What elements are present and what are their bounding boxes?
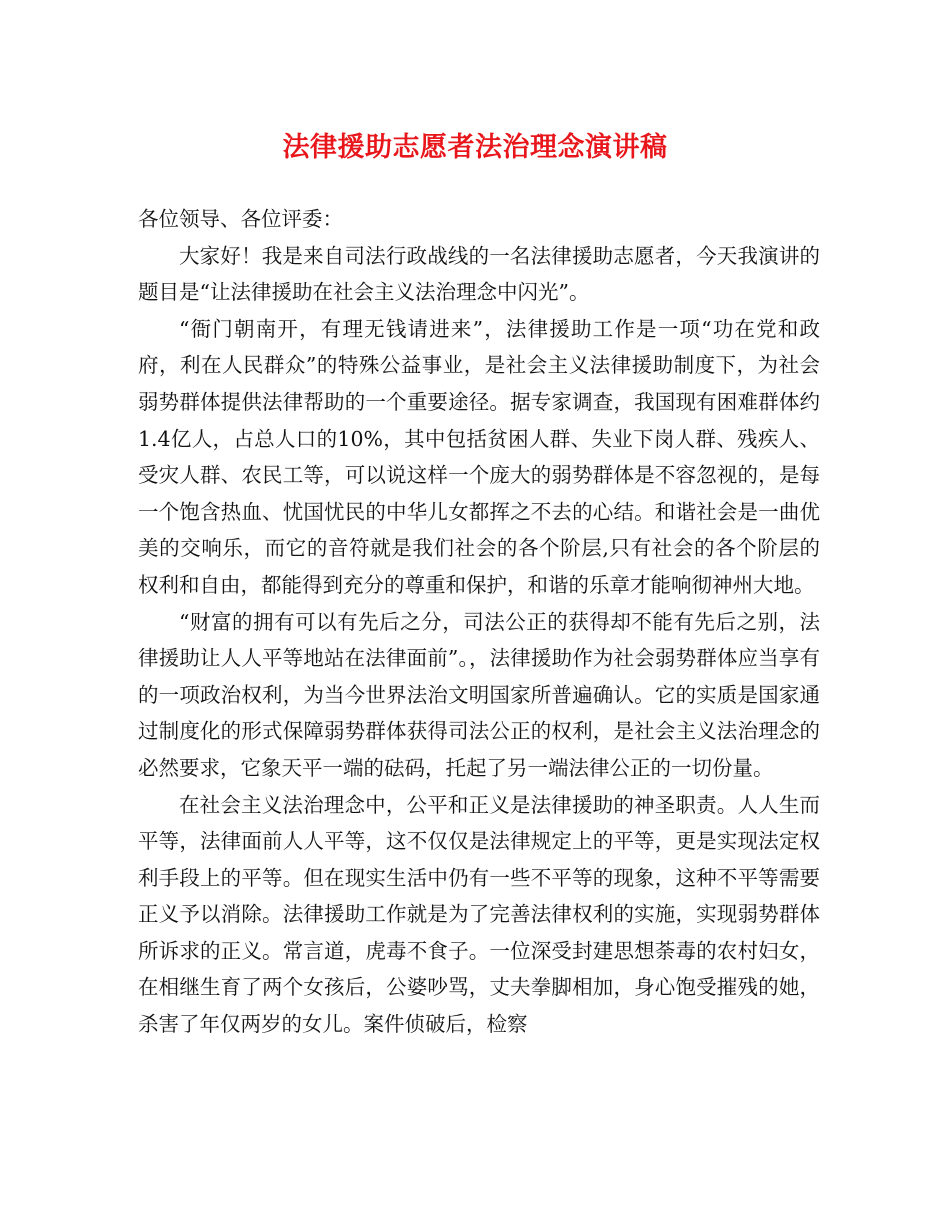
document-body [138,201,820,1043]
salutation: 各位领导、各位评委： [138,207,343,231]
paragraph-3: “财富的拥有可以有先后之分，司法公正的获得却不能有先后之别，法律援助让人人平等地站在法律面前”。，法律援助作为社会弱势群体应当享有的一项政治权利，为当今世界法治文明国家所普遍确认。它的实质是国家通过制度化的形式保障弱势群体获得司法公正的权利，是社会主义法治理念的必然要求，它象天平一端的砝码，托起了另一端法律公正的一切份量。 [138,609,820,780]
paragraph-1: 大家好！我是来自司法行政战线的一名法律援助志愿者，今天我演讲的题目是“让法律援助在社会主义法治理念中闪光”。 [138,243,820,305]
document-title: 法律援助志愿者法治理念演讲稿 [282,132,668,163]
paragraph-4: 在社会主义法治理念中，公平和正义是法律援助的神圣职责。人人生而平等，法律面前人人平等，这不仅仅是法律规定上的平等，更是实现法定权利手段上的平等。但在现实生活中仍有一些不平等的现象，这种不平等需要正义予以消除。法律援助工作就是为了完善法律权利的实施，实现弱势群体所诉求的正义。常言道，虎毒不食子。一位深受封建思想荼毒的农村妇女，在相继生育了两个女孩后，公婆吵骂，丈夫拳脚相加，身心饱受摧残的她，杀害了年仅两岁的女儿。案件侦破后，检察 [138,792,820,1037]
paragraph-2: “衙门朝南开，有理无钱请进来”，法律援助工作是一项“功在党和政府，利在人民群众”的特殊公益事业，是社会主义法律援助制度下，为社会弱势群体提供法律帮助的一个重要途径。据专家调查，我国现有困难群体约1.4亿人，占总人口的10%，其中包括贫困人群、失业下岗人群、残疾人、受灾人群、农民工等，可以说这样一个庞大的弱势群体是不容忽视的，是每一个饱含热血、忧国忧民的中华儿女都挥之不去的心结。和谐社会是一曲优美的交响乐，而它的音符就是我们社会的各个阶层,只有社会的各个阶层的权利和自由，都能得到充分的尊重和保护，和谐的乐章才能响彻神州大地。 [138,316,820,597]
